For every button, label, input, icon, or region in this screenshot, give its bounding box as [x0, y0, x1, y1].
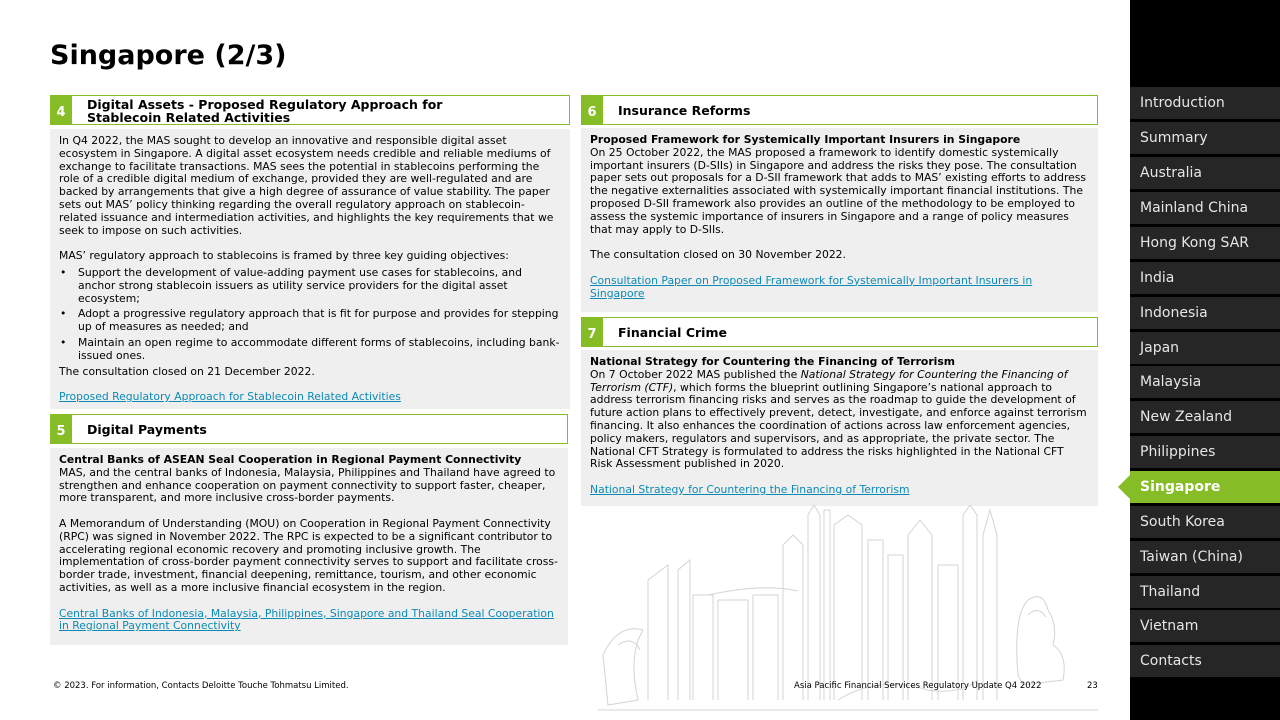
list-item: • Support the development of value-adding payment use cases for stablecoins, and anchor strong stablecoin issuers as utility service providers for the digital asset ecosystem; — [59, 267, 561, 305]
sidebar-item-indonesia[interactable]: Indonesia — [1130, 297, 1280, 329]
section-5-link[interactable]: Central Banks of Indonesia, Malaysia, Philippines, Singapore and Thailand Seal Cooperation in Regional Payment Connectivity — [59, 606, 554, 633]
section-4-objectives-list — [59, 267, 561, 363]
sidebar-navigation — [1130, 0, 1280, 720]
sidebar-item-introduction[interactable]: Introduction — [1130, 87, 1280, 119]
footer-publication-title: Asia Pacific Financial Services Regulatory Update Q4 2022 — [794, 681, 1042, 691]
section-4-number-badge: 4 — [50, 96, 72, 125]
sidebar-item-south-korea[interactable]: South Korea — [1130, 506, 1280, 538]
sidebar-item-hong-kong-sar[interactable]: Hong Kong SAR — [1130, 227, 1280, 259]
sidebar-item-australia[interactable]: Australia — [1130, 157, 1280, 189]
section-6-closing: The consultation closed on 30 November 2022. — [590, 248, 846, 262]
section-7-subheading: National Strategy for Countering the Financing of Terrorism — [590, 355, 956, 368]
section-7-header — [581, 317, 1098, 347]
section-4-title: Digital Assets - Proposed Regulatory Approach for Stablecoin Related Activities — [87, 96, 443, 125]
section-7-title: Financial Crime — [618, 325, 727, 340]
sidebar-item-india[interactable]: India — [1130, 262, 1280, 294]
section-5-paragraph-2: A Memorandum of Understanding (MOU) on Cooperation in Regional Payment Connectivity (RPC) was signed in November 2022. The RPC is expected to be a significant contributor to accelerating regional economic recovery and promoting inclusive growth. The implementation of cross-border payment connectivity serves to support and facilitate cross-border trade, investment, financial deepening, remittance, tourism, and other economic activities, as well as a more inclusive financial ecosystem in the region. — [59, 516, 558, 594]
section-5-header — [50, 414, 568, 444]
section-4-closing: The consultation closed on 21 December 2022. — [59, 364, 315, 378]
section-5-title: Digital Payments — [87, 422, 207, 437]
section-4-intro: In Q4 2022, the MAS sought to develop an innovative and responsible digital asset ecosystem in Singapore. A digital asset ecosystem needs credible and reliable mediums of exchange to facilitate transactions. MAS sees the potential in stablecoins performing the role of a credible digital medium of exchange, provided they are well-regulated and are backed by arrangements that give a high degree of assurance of value stability. The paper sets out MAS’ policy thinking regarding the overall regulatory approach on stablecoin-related issuance and intermediation activities, and highlights the key requirements that we seek to impose on such activities. — [59, 134, 554, 237]
sidebar-item-thailand[interactable]: Thailand — [1130, 576, 1280, 608]
list-item: • Adopt a progressive regulatory approach that is fit for purpose and provides for stepping up of measures as needed; and — [59, 308, 561, 334]
section-6-link[interactable]: Consultation Paper on Proposed Framework for Systemically Important Insurers in Singapore — [590, 273, 1033, 300]
section-4-objectives-intro: MAS’ regulatory approach to stablecoins is framed by three key guiding objectives: — [59, 249, 509, 263]
sidebar-item-philippines[interactable]: Philippines — [1130, 436, 1280, 468]
section-4-link[interactable]: Proposed Regulatory Approach for Stablecoin Related Activities — [59, 390, 401, 404]
sidebar-item-mainland-china[interactable]: Mainland China — [1130, 192, 1280, 224]
sidebar-item-summary[interactable]: Summary — [1130, 122, 1280, 154]
sidebar-item-taiwan-china[interactable]: Taiwan (China) — [1130, 541, 1280, 573]
sidebar-item-singapore[interactable]: Singapore — [1130, 471, 1280, 503]
section-5-number-badge: 5 — [50, 415, 72, 444]
section-6-number-badge: 6 — [581, 96, 603, 125]
section-5-panel — [50, 448, 568, 645]
section-7-link[interactable]: National Strategy for Countering the Financing of Terrorism — [590, 482, 910, 496]
footer-copyright: © 2023. For information, Contacts Deloitte Touche Tohmatsu Limited. — [53, 681, 349, 691]
sidebar-item-malaysia[interactable]: Malaysia — [1130, 366, 1280, 398]
section-6-paragraph: On 25 October 2022, the MAS proposed a framework to identify domestic systemically important insurers (D-SIIs) in Singapore and address the risks they pose. The consultation paper sets out proposals for a D-SII framework that adds to MAS’ existing efforts to address the negative externalities associated with systemically important financial institutions. The proposed D-SII framework also provides an outline of the methodology to be employed to assess the systemic importance of insurers in Singapore and a range of policy measures that may apply to D-SIIs. — [590, 145, 1087, 236]
section-4-panel — [50, 129, 570, 409]
section-6-title: Insurance Reforms — [618, 103, 751, 118]
section-6-header — [581, 95, 1098, 125]
section-5-paragraph-1: MAS, and the central banks of Indonesia, Malaysia, Philippines and Thailand have agreed to strengthen and enhance cooperation on payment connectivity to support faster, cheaper, more transparent, and more inclusive cross-border payments. — [59, 465, 556, 505]
sidebar-item-japan[interactable]: Japan — [1130, 332, 1280, 364]
section-7-number-badge: 7 — [581, 318, 603, 347]
section-6-panel — [581, 128, 1098, 312]
section-4-header — [50, 95, 570, 125]
active-nav-arrow-icon — [1118, 475, 1130, 499]
sidebar-item-vietnam[interactable]: Vietnam — [1130, 610, 1280, 642]
page-title: Singapore (2/3) — [50, 40, 287, 71]
section-5-subheading: Central Banks of ASEAN Seal Cooperation in Regional Payment Connectivity — [59, 453, 522, 466]
section-6-subheading: Proposed Framework for Systemically Important Insurers in Singapore — [590, 133, 1021, 146]
section-7-paragraph: On 7 October 2022 MAS published the National Strategy for Countering the Financing of Terrorism (CTF), which forms the blueprint outlining Singapore’s national approach to address terrorism financing risks and serves as the roadmap to guide the development of future action plans to effectively prevent, detect, investigate, and enforce against terrorism financing. It also enhances the coordination of actions across law enforcement agencies, policy makers, regulators and supervisors, and as appropriate, the private sector. The National CFT Strategy is formulated to address the risks highlighted in the National CFT Risk Assessment published in 2020. — [590, 367, 1087, 471]
list-item: • Maintain an open regime to accommodate different forms of stablecoins, including bank-issued ones. — [59, 337, 561, 363]
page-number: 23 — [1087, 681, 1098, 691]
sidebar-item-contacts[interactable]: Contacts — [1130, 645, 1280, 677]
sidebar-item-new-zealand[interactable]: New Zealand — [1130, 401, 1280, 433]
section-7-panel — [581, 350, 1098, 506]
